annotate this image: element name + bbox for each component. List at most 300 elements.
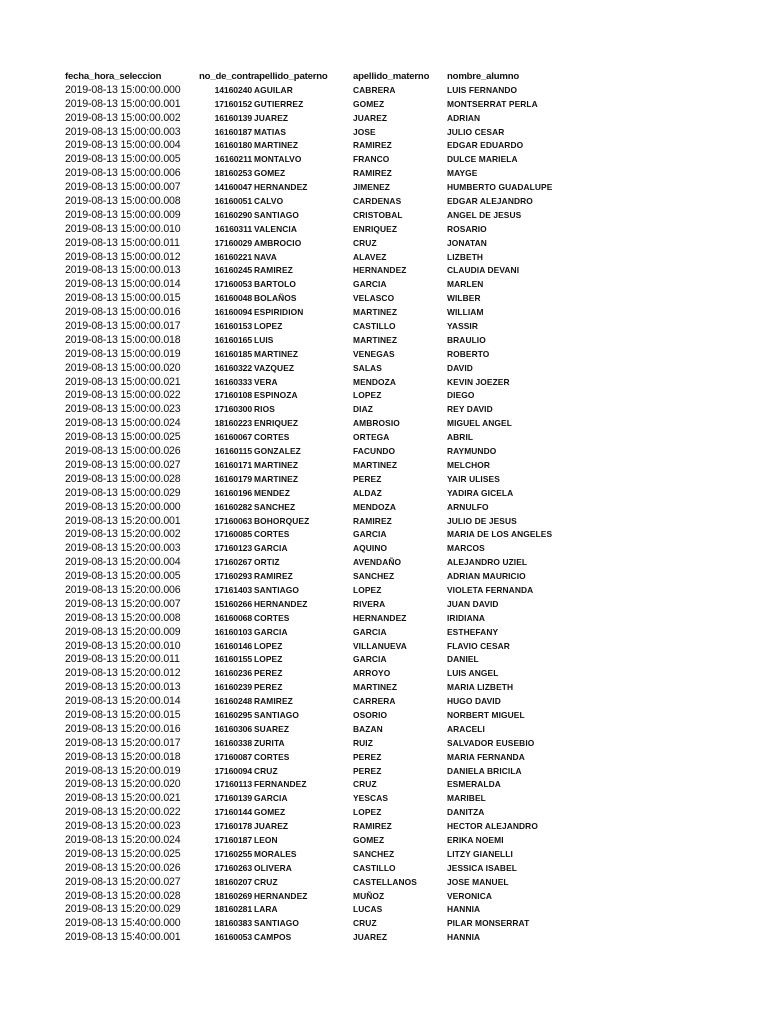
cell-nombre: MAYGE: [447, 168, 478, 179]
student-selection-sheet: [64, 70, 704, 945]
cell-control: 18160223: [214, 418, 252, 429]
cell-paterno: VERA: [254, 376, 278, 387]
cell-materno: CASTILLO: [353, 862, 396, 873]
cell-control: 16160155: [214, 654, 252, 665]
cell-materno: CASTELLANOS: [353, 876, 417, 887]
table-row: [64, 709, 704, 723]
cell-fecha: 2019-08-13 15:20:00.024: [65, 833, 181, 846]
cell-nombre: WILLIAM: [447, 307, 484, 318]
cell-control: 16160153: [214, 321, 252, 332]
cell-nombre: ERIKA NOEMI: [447, 834, 504, 845]
cell-fecha: 2019-08-13 15:20:00.001: [65, 514, 181, 527]
cell-fecha: 2019-08-13 15:00:00.007: [65, 181, 181, 194]
cell-nombre: NORBERT MIGUEL: [447, 709, 525, 720]
cell-nombre: YADIRA GICELA: [447, 487, 514, 498]
cell-materno: GARCIA: [353, 529, 387, 540]
cell-fecha: 2019-08-13 15:00:00.000: [65, 83, 181, 96]
cell-fecha: 2019-08-13 15:00:00.023: [65, 403, 181, 416]
table-row: [64, 348, 704, 362]
table-row: [64, 292, 704, 306]
cell-fecha: 2019-08-13 15:20:00.029: [65, 903, 181, 916]
cell-nombre: WILBER: [447, 293, 481, 304]
cell-nombre: ROBERTO: [447, 348, 490, 359]
cell-control: 16160094: [214, 307, 252, 318]
cell-nombre: YAIR ULISES: [447, 473, 500, 484]
cell-materno: CRUZ: [353, 237, 377, 248]
cell-nombre: MIGUEL ANGEL: [447, 418, 512, 429]
cell-nombre: MARIBEL: [447, 793, 486, 804]
cell-materno: SANCHEZ: [353, 848, 395, 859]
cell-control: 16160338: [214, 737, 252, 748]
cell-control: 15160266: [214, 598, 252, 609]
cell-nombre: RAYMUNDO: [447, 446, 497, 457]
cell-paterno: SANTIAGO: [254, 918, 300, 929]
cell-paterno: ESPIRIDION: [254, 307, 304, 318]
cell-materno: FACUNDO: [353, 446, 396, 457]
cell-fecha: 2019-08-13 15:20:00.005: [65, 570, 181, 583]
cell-materno: ALAVEZ: [353, 251, 387, 262]
cell-materno: RUIZ: [353, 737, 373, 748]
cell-paterno: LEON: [254, 834, 278, 845]
cell-materno: MARTINEZ: [353, 334, 398, 345]
cell-fecha: 2019-08-13 15:00:00.021: [65, 375, 181, 388]
cell-paterno: AGUILAR: [254, 84, 293, 95]
cell-paterno: MORALES: [254, 848, 297, 859]
cell-control: 16160115: [215, 446, 252, 457]
cell-paterno: LARA: [254, 904, 278, 915]
cell-materno: RAMIREZ: [353, 821, 392, 832]
cell-control: 17160187: [214, 834, 252, 845]
cell-control: 17160113: [215, 779, 252, 790]
cell-paterno: FERNANDEZ: [254, 779, 307, 790]
cell-materno: CARRERA: [353, 696, 396, 707]
cell-paterno: GARCIA: [254, 626, 288, 637]
cell-control: 16160180: [214, 140, 252, 151]
cell-paterno: LOPEZ: [254, 640, 283, 651]
cell-control: 16160171: [214, 459, 252, 470]
table-row: [64, 320, 704, 334]
cell-materno: HERNANDEZ: [353, 265, 407, 276]
cell-materno: MENDOZA: [353, 501, 397, 512]
cell-paterno: PEREZ: [254, 682, 283, 693]
cell-paterno: SUAREZ: [254, 723, 290, 734]
cell-control: 16160196: [214, 487, 252, 498]
cell-nombre: HANNIA: [447, 904, 481, 915]
cell-fecha: 2019-08-13 15:00:00.026: [65, 445, 181, 458]
cell-fecha: 2019-08-13 15:20:00.016: [65, 722, 181, 735]
table-row: [64, 459, 704, 473]
cell-materno: MARTINEZ: [353, 682, 398, 693]
cell-paterno: JUAREZ: [254, 112, 289, 123]
cell-fecha: 2019-08-13 15:20:00.026: [65, 861, 181, 874]
cell-fecha: 2019-08-13 15:00:00.014: [65, 278, 181, 291]
cell-fecha: 2019-08-13 15:20:00.007: [65, 597, 181, 610]
cell-nombre: HECTOR ALEJANDRO: [447, 821, 538, 832]
cell-paterno: LOPEZ: [254, 321, 283, 332]
cell-nombre: IRIDIANA: [447, 612, 486, 623]
cell-fecha: 2019-08-13 15:20:00.004: [65, 556, 181, 569]
table-row: [64, 737, 704, 751]
cell-control: 18160207: [214, 876, 252, 887]
table-row: [64, 862, 704, 876]
cell-paterno: NAVA: [254, 251, 277, 262]
cell-fecha: 2019-08-13 15:20:00.017: [65, 736, 181, 749]
cell-paterno: GONZALEZ: [254, 446, 301, 457]
table-row: [64, 640, 704, 654]
cell-materno: FRANCO: [353, 154, 390, 165]
cell-fecha: 2019-08-13 15:20:00.000: [65, 500, 181, 513]
cell-paterno: MARTINEZ: [254, 348, 299, 359]
cell-control: 17160178: [214, 821, 252, 832]
cell-paterno: VALENCIA: [254, 223, 297, 234]
cell-fecha: 2019-08-13 15:00:00.018: [65, 333, 181, 346]
cell-nombre: VERONICA: [447, 890, 493, 901]
cell-nombre: LIZBETH: [447, 251, 484, 262]
cell-fecha: 2019-08-13 15:20:00.012: [65, 667, 181, 680]
table-row: [64, 751, 704, 765]
cell-materno: CASTILLO: [353, 321, 396, 332]
table-row: [64, 153, 704, 167]
cell-fecha: 2019-08-13 15:00:00.022: [65, 389, 181, 402]
cell-nombre: EDGAR ALEJANDRO: [447, 196, 533, 207]
cell-nombre: ARACELI: [447, 723, 485, 734]
cell-control: 17160263: [214, 862, 252, 873]
table-row: [64, 181, 704, 195]
table-row: [64, 542, 704, 556]
cell-paterno: GOMEZ: [254, 807, 286, 818]
cell-paterno: SANTIAGO: [254, 709, 300, 720]
cell-nombre: PILAR MONSERRAT: [447, 918, 530, 929]
table-row: [64, 445, 704, 459]
cell-materno: RAMIREZ: [353, 168, 392, 179]
header-control: no_de_contr: [199, 71, 255, 82]
cell-nombre: LITZY GIANELLI: [447, 848, 513, 859]
cell-control: 16160146: [214, 640, 252, 651]
table-row: [64, 848, 704, 862]
cell-nombre: JOSE MANUEL: [447, 876, 509, 887]
cell-materno: RIVERA: [353, 598, 386, 609]
cell-paterno: GOMEZ: [254, 168, 286, 179]
cell-materno: PEREZ: [353, 751, 382, 762]
cell-nombre: SALVADOR EUSEBIO: [447, 737, 535, 748]
cell-nombre: DANIELA BRICILA: [447, 765, 522, 776]
cell-materno: JUAREZ: [353, 932, 388, 943]
cell-control: 17160300: [214, 404, 252, 415]
cell-nombre: ADRIAN: [447, 112, 481, 123]
cell-paterno: CORTES: [254, 751, 290, 762]
cell-paterno: HERNANDEZ: [254, 890, 308, 901]
cell-control: 16160051: [214, 196, 252, 207]
cell-materno: AMBROSIO: [353, 418, 400, 429]
cell-materno: ORTEGA: [353, 432, 390, 443]
table-row: [64, 112, 704, 126]
cell-control: 16160165: [214, 334, 252, 345]
cell-control: 16160295: [214, 709, 252, 720]
cell-paterno: MONTALVO: [254, 154, 302, 165]
cell-nombre: HUMBERTO GUADALUPE: [447, 182, 553, 193]
cell-control: 16160248: [214, 696, 252, 707]
cell-fecha: 2019-08-13 15:20:00.025: [65, 847, 181, 860]
cell-fecha: 2019-08-13 15:00:00.004: [65, 139, 181, 152]
table-row: [64, 195, 704, 209]
cell-nombre: MARIA FERNANDA: [447, 751, 525, 762]
cell-paterno: SANCHEZ: [254, 501, 296, 512]
table-row: [64, 931, 704, 945]
cell-materno: GARCIA: [353, 279, 387, 290]
cell-control: 16160139: [214, 112, 252, 123]
cell-materno: GARCIA: [353, 626, 387, 637]
cell-materno: DIAZ: [353, 404, 373, 415]
cell-materno: GARCIA: [353, 654, 387, 665]
header-paterno: apellido_paterno: [254, 71, 328, 82]
cell-fecha: 2019-08-13 15:20:00.002: [65, 528, 181, 541]
cell-control: 14160047: [214, 182, 252, 193]
cell-nombre: MARCOS: [447, 543, 485, 554]
cell-nombre: ALEJANDRO UZIEL: [447, 557, 528, 568]
cell-nombre: JESSICA ISABEL: [447, 862, 517, 873]
cell-control: 16160322: [214, 362, 252, 373]
cell-control: 17160144: [214, 807, 252, 818]
table-row: [64, 223, 704, 237]
table-row: [64, 126, 704, 140]
cell-paterno: MENDEZ: [254, 487, 290, 498]
cell-paterno: ORTIZ: [254, 557, 280, 568]
cell-paterno: CRUZ: [254, 876, 278, 887]
cell-control: 16160103: [214, 626, 252, 637]
cell-fecha: 2019-08-13 15:00:00.010: [65, 222, 181, 235]
table-row: [64, 723, 704, 737]
cell-fecha: 2019-08-13 15:00:00.025: [65, 431, 181, 444]
table-row: [64, 612, 704, 626]
cell-materno: VENEGAS: [353, 348, 395, 359]
cell-nombre: FLAVIO CESAR: [447, 640, 510, 651]
cell-fecha: 2019-08-13 15:20:00.027: [65, 875, 181, 888]
cell-control: 18160281: [214, 904, 252, 915]
cell-control: 16160311: [215, 223, 252, 234]
cell-fecha: 2019-08-13 15:00:00.019: [65, 347, 181, 360]
cell-materno: MARTINEZ: [353, 307, 398, 318]
table-row: [64, 376, 704, 390]
table-row: [64, 139, 704, 153]
cell-fecha: 2019-08-13 15:20:00.015: [65, 708, 181, 721]
table-row: [64, 403, 704, 417]
cell-control: 17160139: [214, 793, 252, 804]
cell-fecha: 2019-08-13 15:20:00.008: [65, 611, 181, 624]
cell-control: 17160087: [214, 751, 252, 762]
cell-fecha: 2019-08-13 15:20:00.023: [65, 820, 181, 833]
cell-control: 16160221: [214, 251, 252, 262]
cell-control: 17160123: [214, 543, 252, 554]
cell-fecha: 2019-08-13 15:00:00.013: [65, 264, 181, 277]
cell-paterno: VAZQUEZ: [254, 362, 295, 373]
header-nombre: nombre_alumno: [447, 71, 520, 82]
table-row: [64, 681, 704, 695]
cell-nombre: ARNULFO: [447, 501, 489, 512]
cell-fecha: 2019-08-13 15:20:00.021: [65, 792, 181, 805]
cell-fecha: 2019-08-13 15:20:00.006: [65, 583, 181, 596]
cell-paterno: LOPEZ: [254, 654, 283, 665]
cell-materno: BAZAN: [353, 723, 383, 734]
cell-paterno: RAMIREZ: [254, 696, 293, 707]
cell-materno: HERNANDEZ: [353, 612, 407, 623]
cell-control: 16160211: [215, 154, 252, 165]
cell-materno: OSORIO: [353, 709, 388, 720]
cell-nombre: DIEGO: [447, 390, 475, 401]
cell-fecha: 2019-08-13 15:20:00.019: [65, 764, 181, 777]
table-row: [64, 251, 704, 265]
cell-control: 17160255: [214, 848, 252, 859]
cell-paterno: CORTES: [254, 432, 290, 443]
table-row: [64, 778, 704, 792]
cell-control: 17161403: [214, 584, 252, 595]
cell-materno: CABRERA: [353, 84, 396, 95]
cell-fecha: 2019-08-13 15:00:00.008: [65, 195, 181, 208]
cell-materno: GOMEZ: [353, 834, 385, 845]
cell-fecha: 2019-08-13 15:00:00.003: [65, 125, 181, 138]
table-row: [64, 431, 704, 445]
cell-materno: LOPEZ: [353, 390, 382, 401]
cell-nombre: REY DAVID: [447, 404, 493, 415]
cell-nombre: VIOLETA FERNANDA: [447, 584, 534, 595]
cell-materno: PEREZ: [353, 473, 382, 484]
data-rows: [64, 84, 704, 945]
cell-fecha: 2019-08-13 15:00:00.027: [65, 458, 181, 471]
cell-control: 18160253: [214, 168, 252, 179]
cell-nombre: ROSARIO: [447, 223, 487, 234]
cell-nombre: BRAULIO: [447, 334, 486, 345]
table-row: [64, 501, 704, 515]
cell-materno: VILLANUEVA: [353, 640, 407, 651]
cell-nombre: ESMERALDA: [447, 779, 501, 790]
table-row: [64, 584, 704, 598]
cell-paterno: GARCIA: [254, 543, 288, 554]
cell-nombre: JULIO CESAR: [447, 126, 505, 137]
cell-fecha: 2019-08-13 15:00:00.001: [65, 97, 181, 110]
cell-materno: ALDAZ: [353, 487, 382, 498]
cell-fecha: 2019-08-13 15:20:00.010: [65, 639, 181, 652]
table-row: [64, 84, 704, 98]
table-row: [64, 237, 704, 251]
cell-materno: ENRIQUEZ: [353, 223, 398, 234]
cell-control: 16160048: [214, 293, 252, 304]
table-row: [64, 473, 704, 487]
header-materno: apellido_materno: [353, 71, 430, 82]
header-row: [64, 70, 704, 84]
table-row: [64, 209, 704, 223]
cell-nombre: DANIEL: [447, 654, 479, 665]
cell-fecha: 2019-08-13 15:00:00.011: [65, 236, 180, 249]
cell-paterno: MARTINEZ: [254, 140, 299, 151]
cell-fecha: 2019-08-13 15:00:00.024: [65, 417, 181, 430]
cell-control: 17160267: [214, 557, 252, 568]
cell-paterno: MARTINEZ: [254, 473, 299, 484]
table-row: [64, 528, 704, 542]
cell-fecha: 2019-08-13 15:00:00.017: [65, 320, 181, 333]
table-row: [64, 695, 704, 709]
cell-nombre: ADRIAN MAURICIO: [447, 571, 526, 582]
cell-fecha: 2019-08-13 15:00:00.029: [65, 486, 181, 499]
table-row: [64, 820, 704, 834]
cell-materno: CRISTOBAL: [353, 209, 403, 220]
cell-materno: LOPEZ: [353, 584, 382, 595]
cell-paterno: RAMIREZ: [254, 571, 293, 582]
cell-control: 17160293: [214, 571, 252, 582]
cell-control: 16160187: [214, 126, 252, 137]
table-row: [64, 626, 704, 640]
table-row: [64, 917, 704, 931]
cell-nombre: LUIS ANGEL: [447, 668, 499, 679]
cell-control: 17160152: [214, 98, 252, 109]
cell-control: 17160029: [214, 237, 252, 248]
table-row: [64, 334, 704, 348]
table-row: [64, 278, 704, 292]
cell-paterno: JUAREZ: [254, 821, 289, 832]
cell-nombre: ESTHEFANY: [447, 626, 499, 637]
cell-control: 16160236: [214, 668, 252, 679]
cell-fecha: 2019-08-13 15:00:00.015: [65, 292, 181, 305]
cell-paterno: ESPINOZA: [254, 390, 298, 401]
cell-paterno: SANTIAGO: [254, 209, 300, 220]
cell-control: 17160063: [214, 515, 252, 526]
cell-materno: JOSE: [353, 126, 376, 137]
cell-paterno: RAMIREZ: [254, 265, 293, 276]
cell-materno: JIMENEZ: [353, 182, 390, 193]
table-row: [64, 515, 704, 529]
cell-materno: MENDOZA: [353, 376, 397, 387]
cell-fecha: 2019-08-13 15:00:00.006: [65, 167, 181, 180]
cell-control: 16160053: [214, 932, 252, 943]
table-row: [64, 667, 704, 681]
cell-materno: AVENDAÑO: [353, 557, 402, 568]
cell-paterno: PEREZ: [254, 668, 283, 679]
cell-control: 16160282: [214, 501, 252, 512]
cell-materno: ARROYO: [353, 668, 391, 679]
cell-control: 17160053: [214, 279, 252, 290]
cell-fecha: 2019-08-13 15:00:00.005: [65, 153, 181, 166]
table-row: [64, 876, 704, 890]
cell-fecha: 2019-08-13 15:20:00.022: [65, 806, 181, 819]
cell-paterno: CORTES: [254, 612, 290, 623]
table-row: [64, 598, 704, 612]
cell-control: 18160383: [214, 918, 252, 929]
table-row: [64, 890, 704, 904]
cell-fecha: 2019-08-13 15:00:00.020: [65, 361, 181, 374]
cell-fecha: 2019-08-13 15:20:00.009: [65, 625, 181, 638]
cell-paterno: CAMPOS: [254, 932, 292, 943]
cell-nombre: ABRIL: [447, 432, 474, 443]
cell-nombre: HANNIA: [447, 932, 481, 943]
cell-materno: GOMEZ: [353, 98, 385, 109]
cell-fecha: 2019-08-13 15:20:00.003: [65, 542, 181, 555]
cell-materno: CARDENAS: [353, 196, 402, 207]
cell-nombre: MELCHOR: [447, 459, 491, 470]
cell-fecha: 2019-08-13 15:00:00.028: [65, 472, 181, 485]
cell-nombre: YASSIR: [447, 321, 479, 332]
cell-paterno: MARTINEZ: [254, 459, 299, 470]
cell-materno: RAMIREZ: [353, 140, 392, 151]
cell-paterno: CRUZ: [254, 765, 278, 776]
cell-control: 16160245: [214, 265, 252, 276]
cell-nombre: MARIA LIZBETH: [447, 682, 514, 693]
table-row: [64, 417, 704, 431]
table-row: [64, 765, 704, 779]
table-row: [64, 167, 704, 181]
cell-nombre: JULIO DE JESUS: [447, 515, 517, 526]
cell-materno: VELASCO: [353, 293, 395, 304]
cell-nombre: CLAUDIA DEVANI: [447, 265, 520, 276]
cell-nombre: DULCE MARIELA: [447, 154, 518, 165]
cell-fecha: 2019-08-13 15:00:00.002: [65, 111, 181, 124]
